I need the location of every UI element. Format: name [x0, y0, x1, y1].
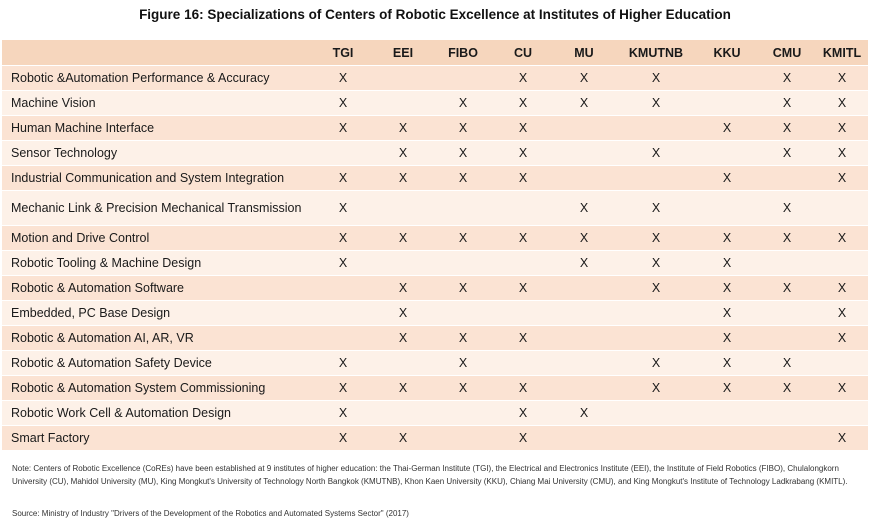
table-cell: X [374, 376, 432, 401]
table-cell [616, 301, 696, 326]
table-cell [494, 251, 552, 276]
row-label: Robotic Tooling & Machine Design [2, 251, 312, 276]
row-label: Machine Vision [2, 91, 312, 116]
table-row [2, 351, 868, 376]
table-cell: X [374, 301, 432, 326]
table-row [2, 226, 868, 251]
table-cell: X [552, 191, 616, 226]
table-cell [816, 191, 868, 226]
table-cell [552, 116, 616, 141]
table-cell: X [552, 251, 616, 276]
table-cell: X [758, 66, 816, 91]
table-cell: X [758, 376, 816, 401]
row-label: Robotic & Automation Safety Device [2, 351, 312, 376]
table-cell: X [374, 276, 432, 301]
header-blank [2, 40, 312, 66]
table-cell [552, 376, 616, 401]
table-cell [374, 401, 432, 426]
row-label: Smart Factory [2, 426, 312, 451]
table-cell: X [432, 226, 494, 251]
table-cell: X [696, 226, 758, 251]
table-cell [758, 401, 816, 426]
table-cell [552, 351, 616, 376]
table-cell: X [374, 226, 432, 251]
table-cell: X [432, 351, 494, 376]
row-label: Sensor Technology [2, 141, 312, 166]
table-cell: X [494, 141, 552, 166]
table-row [2, 251, 868, 276]
table-row [2, 401, 868, 426]
column-header: KMUTNB [616, 40, 696, 66]
table-cell [616, 426, 696, 451]
table-cell: X [758, 351, 816, 376]
table-cell: X [816, 226, 868, 251]
table-cell: X [816, 91, 868, 116]
table-cell [494, 351, 552, 376]
table-cell [374, 251, 432, 276]
table-cell [432, 426, 494, 451]
column-header: CMU [758, 40, 816, 66]
table-row [2, 426, 868, 451]
table-cell: X [696, 166, 758, 191]
table-cell: X [816, 116, 868, 141]
table-cell [696, 66, 758, 91]
table-cell: X [758, 141, 816, 166]
column-header: TGI [312, 40, 374, 66]
table-cell [616, 401, 696, 426]
table-cell [696, 401, 758, 426]
table-cell: X [758, 226, 816, 251]
table-cell [312, 276, 374, 301]
table-cell [552, 426, 616, 451]
row-label: Robotic & Automation AI, AR, VR [2, 326, 312, 351]
table-cell [374, 66, 432, 91]
table-cell: X [552, 226, 616, 251]
table-cell: X [816, 166, 868, 191]
table-cell: X [374, 426, 432, 451]
table-cell: X [494, 116, 552, 141]
table-cell: X [758, 91, 816, 116]
table-cell [432, 251, 494, 276]
table-cell: X [312, 351, 374, 376]
table-cell: X [816, 426, 868, 451]
table-cell [374, 351, 432, 376]
table-cell: X [432, 166, 494, 191]
table-cell [758, 426, 816, 451]
table-cell [696, 191, 758, 226]
table-cell [758, 326, 816, 351]
table-cell: X [494, 276, 552, 301]
table-cell [494, 301, 552, 326]
table-cell: X [696, 326, 758, 351]
table-cell: X [432, 326, 494, 351]
column-header: FIBO [432, 40, 494, 66]
table-cell: X [616, 226, 696, 251]
table-row [2, 66, 868, 91]
row-label: Robotic & Automation Software [2, 276, 312, 301]
table-cell: X [616, 66, 696, 91]
table-cell: X [312, 91, 374, 116]
table-cell: X [494, 166, 552, 191]
table-row [2, 326, 868, 351]
table-cell: X [616, 91, 696, 116]
table-cell: X [696, 276, 758, 301]
table-cell: X [312, 116, 374, 141]
row-label: Robotic Work Cell & Automation Design [2, 401, 312, 426]
table-cell [758, 301, 816, 326]
table-cell: X [552, 401, 616, 426]
table-cell [816, 251, 868, 276]
table-cell: X [616, 376, 696, 401]
table-cell: X [312, 251, 374, 276]
table-cell [374, 191, 432, 226]
table-cell: X [312, 166, 374, 191]
table-cell [432, 66, 494, 91]
table-cell [494, 191, 552, 226]
table-cell: X [374, 166, 432, 191]
table-cell [758, 166, 816, 191]
column-header: KKU [696, 40, 758, 66]
row-label: Robotic & Automation System Commissioning [2, 376, 312, 401]
table-cell: X [758, 116, 816, 141]
table-cell [696, 141, 758, 166]
table-cell: X [432, 141, 494, 166]
table-cell: X [816, 141, 868, 166]
table-header-row [2, 40, 868, 66]
table-cell: X [374, 326, 432, 351]
table-cell: X [616, 191, 696, 226]
table-cell: X [758, 276, 816, 301]
table-cell [552, 141, 616, 166]
table-row [2, 191, 868, 226]
table-cell: X [494, 376, 552, 401]
row-label: Embedded, PC Base Design [2, 301, 312, 326]
table-cell [432, 401, 494, 426]
table-cell: X [616, 251, 696, 276]
table-source: Source: Ministry of Industry "Drivers of the Development of the Robotics and Automated Systems Sector" (2017) [12, 509, 409, 518]
table-cell: X [758, 191, 816, 226]
table-cell: X [312, 401, 374, 426]
table-cell: X [312, 426, 374, 451]
row-label: Motion and Drive Control [2, 226, 312, 251]
column-header: CU [494, 40, 552, 66]
table-cell: X [816, 376, 868, 401]
table-cell [816, 401, 868, 426]
table-cell: X [494, 91, 552, 116]
table-cell: X [696, 251, 758, 276]
table-cell: X [494, 326, 552, 351]
table-cell: X [374, 116, 432, 141]
table-cell: X [374, 141, 432, 166]
table-cell: X [696, 351, 758, 376]
table-row [2, 141, 868, 166]
table-cell [816, 351, 868, 376]
table-row [2, 166, 868, 191]
table-cell: X [696, 116, 758, 141]
table-row [2, 276, 868, 301]
table-cell [758, 251, 816, 276]
table-cell: X [312, 376, 374, 401]
table-row [2, 376, 868, 401]
table-cell: X [616, 351, 696, 376]
column-header: MU [552, 40, 616, 66]
row-label: Mechanic Link & Precision Mechanical Transmission [2, 191, 312, 226]
figure-title: Figure 16: Specializations of Centers of Robotic Excellence at Institutes of Higher Education [139, 7, 731, 22]
table-cell [552, 276, 616, 301]
table-cell: X [432, 376, 494, 401]
row-label: Robotic &Automation Performance & Accuracy [2, 66, 312, 91]
table-cell: X [494, 426, 552, 451]
table-cell: X [494, 66, 552, 91]
table-cell: X [616, 276, 696, 301]
table-cell [312, 141, 374, 166]
table-cell: X [552, 66, 616, 91]
table-cell: X [432, 276, 494, 301]
table-cell [374, 91, 432, 116]
specialization-table [2, 40, 868, 451]
table-cell: X [696, 301, 758, 326]
row-label: Industrial Communication and System Integration [2, 166, 312, 191]
table-cell: X [494, 401, 552, 426]
table-cell: X [696, 376, 758, 401]
table-cell [312, 326, 374, 351]
table-cell: X [816, 301, 868, 326]
table-cell: X [312, 191, 374, 226]
table-cell [552, 326, 616, 351]
table-cell: X [312, 66, 374, 91]
table-row [2, 91, 868, 116]
table-cell [616, 166, 696, 191]
table-cell: X [312, 226, 374, 251]
table-cell [432, 191, 494, 226]
table-cell [696, 426, 758, 451]
table-cell: X [432, 91, 494, 116]
table-cell [616, 326, 696, 351]
table-cell: X [816, 326, 868, 351]
table-cell [312, 301, 374, 326]
column-header: KMITL [816, 40, 868, 66]
table-cell [552, 166, 616, 191]
table-cell [552, 301, 616, 326]
row-label: Human Machine Interface [2, 116, 312, 141]
table-cell [696, 91, 758, 116]
table-cell: X [552, 91, 616, 116]
table-cell [432, 301, 494, 326]
table-cell: X [432, 116, 494, 141]
table-cell: X [816, 276, 868, 301]
table-cell: X [494, 226, 552, 251]
table-cell [616, 116, 696, 141]
table-note: Note: Centers of Robotic Excellence (CoREs) have been established at 9 institutes of higher education: the Thai-German Institute (TGI), the Electrical and Electronics Institute (EEI), the Institute of Field Robotics (FIBO), Chulalongkorn University (CU), Mahidol University (MU), King Mongkut's University of Technology North Bangkok (KMUTNB), Khon Kaen University (KKU), Chiang Mai University (CMU), and King Mongkut's Institute of Technology Ladkrabang (KMITL). [12, 464, 848, 486]
table-body [2, 66, 868, 451]
table-row [2, 301, 868, 326]
table-cell: X [616, 141, 696, 166]
table-row [2, 116, 868, 141]
table-cell: X [816, 66, 868, 91]
column-header: EEI [374, 40, 432, 66]
